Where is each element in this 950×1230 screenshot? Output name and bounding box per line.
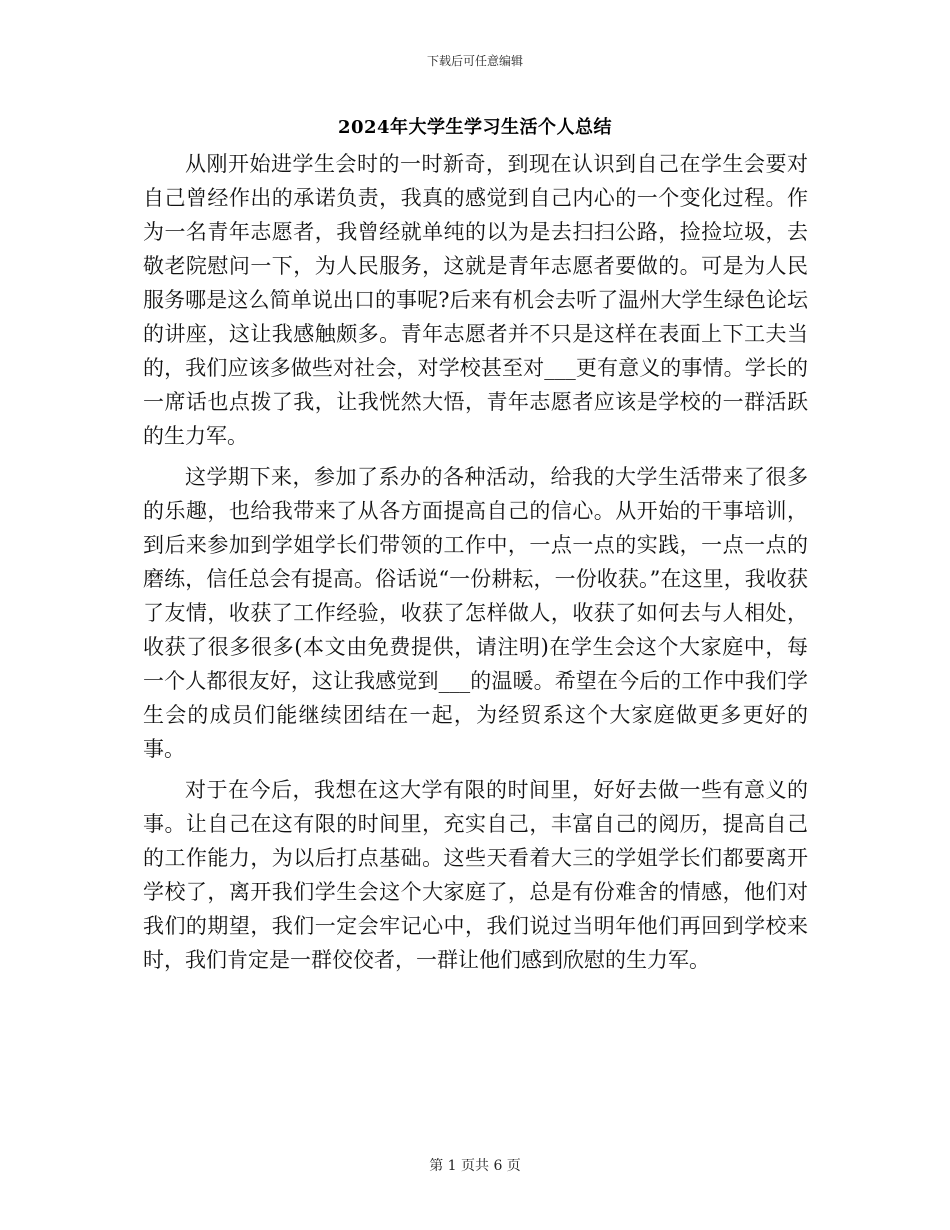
document-title: 2024年大学生学习生活个人总结 [337, 117, 613, 138]
page-header: 下载后可任意编辑 [426, 54, 523, 68]
body-paragraph-3: 对于在今后，我想在这大学有限的时间里，好好去做一些有意义的事。让自己在这有限的时间里，充实自己，丰富自己的阅历，提高自己的工作能力，为以后打点基础。这些天看着大三的学姐学长们都要离开学校了，离开我们学生会这个大家庭了，总是有份难舍的情感，他们对我们的期望，我们一定会牢记心中，我们说过当明年他们再回到学校来时，我们肯定是一群佼佼者，一群让他们感到欣慰的生力军。 [143, 778, 808, 972]
document-body [143, 147, 808, 984]
body-paragraph-1: 从刚开始进学生会时的一时新奇，到现在认识到自己在学生会要对自己曾经作出的承诺负责，我真的感觉到自己内心的一个变化过程。作为一名青年志愿者，我曾经就单纯的以为是去扫扫公路，捡捡垃圾，去敬老院慰问一下，为人民服务，这就是青年志愿者要做的。可是为人民服务哪是这么简单说出口的事呢?后来有机会去听了温州大学生绿色论坛的讲座，这让我感触颇多。青年志愿者并不只是这样在表面上下工夫当的，我们应该多做些对社会，对学校甚至对___更有意义的事情。学长的一席话也点拨了我，让我恍然大悟，青年志愿者应该是学校的一群活跃的生力军。 [143, 152, 808, 448]
body-paragraph-2: 这学期下来，参加了系办的各种活动，给我的大学生活带来了很多的乐趣，也给我带来了从各方面提高自己的信心。从开始的干事培训，到后来参加到学姐学长们带领的工作中，一点一点的实践，一点一点的磨练，信任总会有提高。俗话说“一份耕耘，一份收获。”在这里，我收获了友情，收获了工作经验，收获了怎样做人，收获了如何去与人相处，收获了很多很多(本文由免费提供，请注明)在学生会这个大家庭中，每一个人都很友好，这让我感觉到___的温暖。希望在今后的工作中我们学生会的成员们能继续团结在一起，为经贸系这个大家庭做更多更好的事。 [143, 465, 808, 761]
page-number-footer: 第 1 页共 6 页 [429, 1158, 521, 1174]
